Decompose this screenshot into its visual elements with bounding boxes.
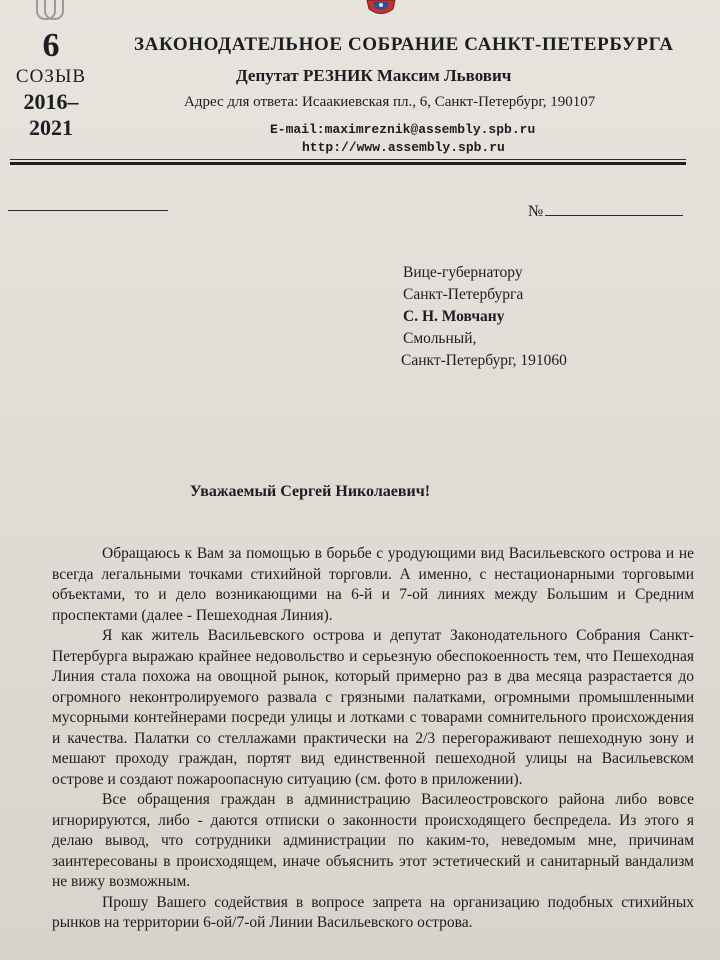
website-url: http://www.assembly.spb.ru — [302, 140, 505, 155]
convocation-number: 6 — [42, 27, 60, 64]
addressee-postal: Санкт-Петербург, 191060 — [401, 352, 567, 369]
number-sign: № — [528, 203, 544, 220]
date-field-line — [8, 210, 168, 211]
deputy-name: Депутат РЕЗНИК Максим Львович — [236, 66, 512, 85]
header-divider-thick — [10, 162, 686, 165]
addressee-title: Вице-губернатору — [403, 264, 523, 281]
registry-number-field — [528, 203, 683, 221]
reply-address: Адрес для ответа: Исаакиевская пл., 6, Санкт-Петербург, 190107 — [184, 94, 596, 110]
header-divider — [10, 159, 686, 160]
addressee-city: Санкт-Петербурга — [403, 286, 524, 303]
email-address: E-mail:maximreznik@assembly.spb.ru — [270, 122, 536, 137]
addressee-name: С. Н. Мовчану — [403, 308, 505, 325]
binder-ring — [44, 0, 64, 20]
convocation-block — [8, 28, 94, 140]
paragraph: Прошу Вашего содействия в вопросе запрета на организацию подобных стихийных рынков на территории 6-ой/7-ой Линии Васильевского острова. — [52, 893, 694, 931]
registry-number-line — [545, 215, 683, 216]
paragraph: Обращаюсь к Вам за помощью в борьбе с уродующими вид Васильевского острова и не всегда легальными точками стихийной торговли. А именно, с нестационарными торговыми объектами, то и дело возникающими на 6-й и 7-ой линиях между Большим и Средним проспектами (далее - Пешеходная Линия). — [52, 545, 694, 624]
convocation-years-end: 2021 — [29, 115, 73, 140]
addressee-block — [403, 262, 567, 372]
paragraph: Все обращения граждан в администрацию Василеостровского района либо вовсе игнорируются, либо - даются отписки о законности происходящего беспредела. Из этого я делаю вывод, что сотрудники администрации по каким-то, неведомым мне, причинам заинтересованы в происходящем, иначе объяснить этот эстетический и санитарный вандализм не вижу возможным. — [52, 791, 694, 890]
addressee-building: Смольный, — [403, 330, 477, 347]
salutation: Уважаемый Сергей Николаевич! — [189, 483, 431, 500]
convocation-label: СОЗЫВ — [15, 66, 87, 87]
convocation-years-start: 2016– — [23, 89, 79, 114]
coat-of-arms-icon — [364, 0, 398, 16]
organization-title: ЗАКОНОДАТЕЛЬНОЕ СОБРАНИЕ САНКТ-ПЕТЕРБУРГА — [134, 34, 674, 55]
paragraph: Я как житель Васильевского острова и депутат Законодательного Собрания Санкт-Петербурга выражаю крайнее недовольство и серьезную обеспокоенность тем, что Пешеходная Линия стала похожа на овощной рынок, который примерно раз в два месяца разрастается до огромного неконтролируемого развала с грязными палатками, огромными промышленными мусорными контейнерами посреди улицы и лотками с товарами сомнительного происхождения и качества. Палатки со стеллажами практически на 2/3 перегораживают пешеходную зону и мешают проходу граждан, портят вид единственной пешеходной улицы на Васильевском острове и создают пожароопасную ситуацию (см. фото в приложении). — [52, 627, 694, 788]
letter-body — [52, 544, 694, 934]
